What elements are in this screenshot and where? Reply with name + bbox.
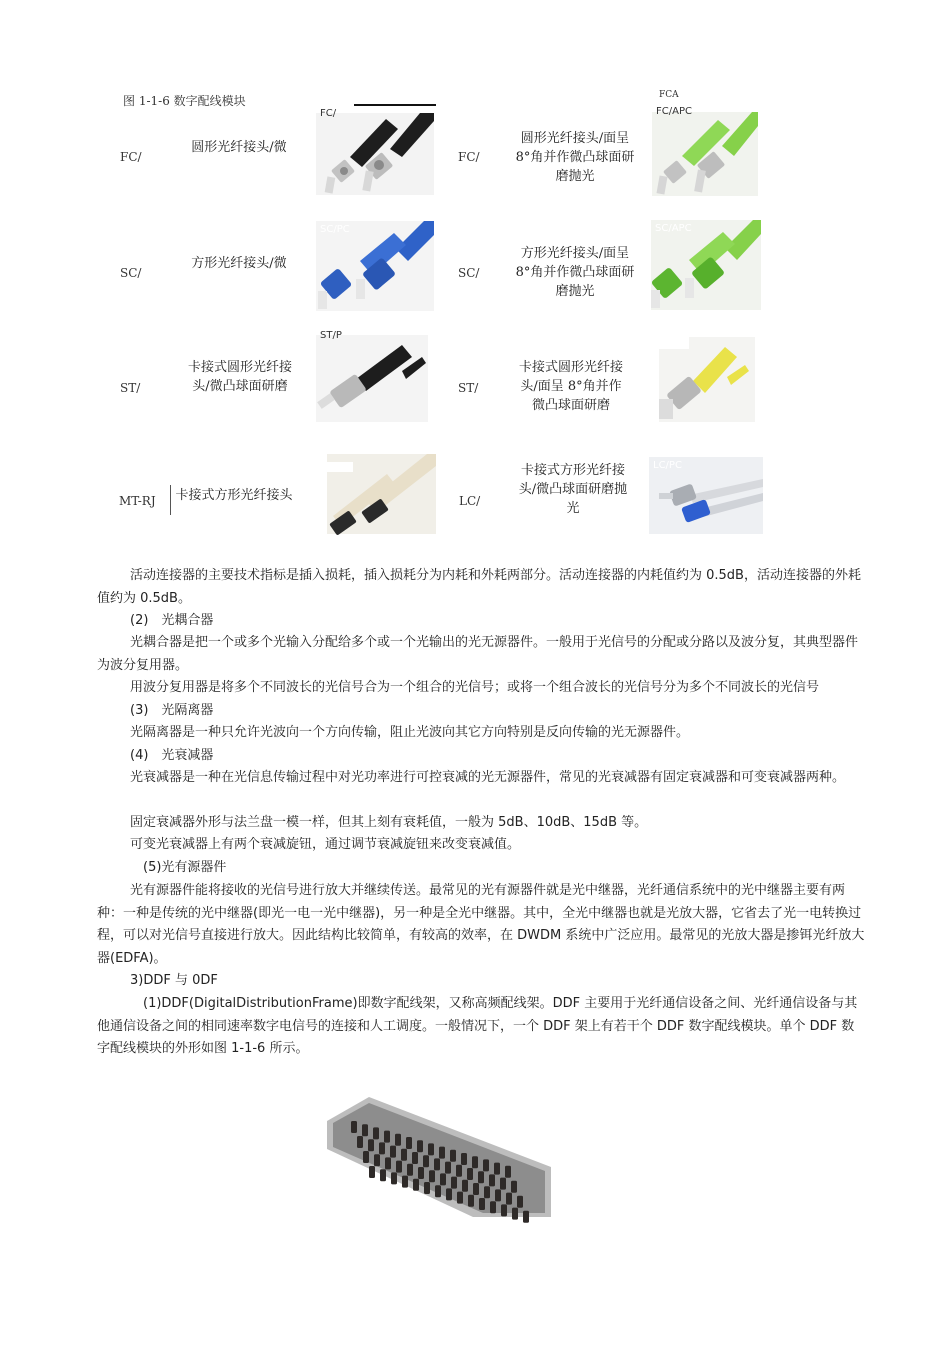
paragraph-text: 光衰减器是一种在光信息传输过程中对光功率进行可控衰减的光无源器件，常见的光衰减器有固定衰减器和可变衰减器两种。	[130, 770, 846, 785]
connector-photo-sc-apc: SC/APC	[651, 220, 761, 310]
ddf-pin	[467, 1168, 473, 1180]
ddf-pin	[417, 1140, 423, 1152]
paragraph-text: 光耦合器是把一个或多个光输入分配给多个或一个光输出的光无源器件。一般用于光信号的分配或分路以及波分复，其典型器件为波分复用器。	[97, 635, 859, 673]
paragraph-text: 光有源器件能将接收的光信号进行放大并继续传送。最常见的光有源器件就是光中继器，光纤通信系统中的光中继器主要有两种：一种是传统的光中继器(即光一电一光中继器)，另一种是全光中继器。其中，全光中继器也就是光放大器，它省去了光一电转换过程，可以对光信号直接进行放大。因此结构比较简单，有较高的效率，在 DWDM 系统中广泛应用。最常见的光放大器是掺铒光纤放大器(EDFA)。	[97, 883, 865, 966]
ddf-pin	[468, 1195, 474, 1207]
paragraph-text: (3) 光隔离器	[130, 703, 214, 718]
paragraph-text: (2) 光耦合器	[130, 613, 214, 628]
connector-desc-right: 卡接式方形光纤接头/微凸球面研磨抛光	[518, 463, 628, 516]
body-paragraph	[97, 610, 867, 633]
ddf-pin	[494, 1163, 500, 1175]
body-paragraph	[97, 970, 867, 993]
ddf-pin	[501, 1204, 507, 1216]
figure-caption-cut: 图 1-1-6 数字配线模块	[123, 94, 246, 108]
ddf-pin	[445, 1162, 451, 1174]
connector-code-left: MT-RJ	[119, 494, 156, 508]
connector-desc-right: 圆形光纤接头/面呈 8°角并作微凸球面研磨抛光	[515, 131, 635, 184]
ddf-pin	[440, 1173, 446, 1185]
connector-code-right: LC/	[459, 494, 481, 508]
ddf-pin	[385, 1157, 391, 1169]
ddf-pin	[495, 1189, 501, 1201]
ddf-module-photo	[323, 1093, 553, 1217]
paragraph-text: 用波分复用器是将多个不同波长的光信号合为一个组合的光信号；或将一个组合波长的光信号分为多个不同波长的光信号	[130, 680, 820, 695]
ddf-pin	[512, 1208, 518, 1220]
body-paragraph	[97, 857, 867, 880]
connector-desc-left: 方形光纤接头/微	[191, 256, 287, 271]
body-paragraph	[97, 880, 867, 970]
ddf-pin	[450, 1150, 456, 1162]
ddf-pin	[379, 1142, 385, 1154]
body-paragraph	[97, 993, 867, 1061]
ddf-pin	[511, 1181, 517, 1193]
paragraph-text: 活动连接器的主要技术指标是插入损耗，插入损耗分为内耗和外耗两部分。活动连接器的内耗值约为 0.5dB，活动连接器的外耗值约为 0.5dB。	[97, 568, 861, 606]
paragraph-text: 固定衰减器外形与法兰盘一模一样，但其上刻有衰耗值，一般为 5dB、10dB、15dB 等。	[130, 815, 648, 830]
paragraph-text: (4) 光衰减器	[130, 748, 214, 763]
ddf-pin	[407, 1164, 413, 1176]
ddf-pin	[401, 1149, 407, 1161]
ddf-pin	[402, 1176, 408, 1188]
paragraph-text: 光隔离器是一种只允许光波向一个方向传输，阻止光波向其它方向特别是反向传输的光无源器件。	[130, 725, 690, 740]
body-paragraph	[97, 745, 867, 768]
ddf-pin	[429, 1170, 435, 1182]
ddf-pin	[413, 1179, 419, 1191]
top-rule	[354, 104, 436, 106]
cell-divider	[170, 485, 171, 515]
connector-code-left: FC/	[120, 150, 142, 164]
ddf-pin	[369, 1166, 375, 1178]
connector-desc-right: 卡接式圆形光纤接头/面呈 8°角并作微凸球面研磨	[518, 360, 623, 413]
ddf-pin	[434, 1158, 440, 1170]
ddf-pin	[424, 1182, 430, 1194]
ddf-pin	[412, 1152, 418, 1164]
ddf-pin	[523, 1211, 529, 1223]
connector-photo-fc-pc: FC/	[316, 113, 434, 195]
body-paragraph	[97, 677, 867, 700]
ddf-pin	[374, 1154, 380, 1166]
ddf-pin	[479, 1198, 485, 1210]
body-paragraph	[97, 700, 867, 723]
body-paragraph	[97, 722, 867, 745]
ddf-pin	[439, 1147, 445, 1159]
body-paragraph	[97, 812, 867, 835]
connector-desc-left: 卡接式圆形光纤接头/微凸球面研磨	[187, 360, 292, 394]
ddf-pin	[380, 1169, 386, 1181]
paragraph-text: 3)DDF 与 0DF	[130, 973, 218, 988]
ddf-pin	[428, 1143, 434, 1155]
connector-code-right: FC/	[458, 150, 480, 164]
ddf-pin	[505, 1166, 511, 1178]
ddf-pin	[396, 1161, 402, 1173]
ddf-pin	[391, 1172, 397, 1184]
ddf-pin	[490, 1201, 496, 1213]
ddf-pin	[373, 1127, 379, 1139]
connector-photo-fc-apc: FC/APC	[652, 112, 758, 196]
ddf-pin	[478, 1171, 484, 1183]
ddf-pin	[418, 1167, 424, 1179]
connector-desc-left: 圆形光纤接头/微	[191, 140, 287, 155]
ddf-pin	[368, 1139, 374, 1151]
ddf-pin	[456, 1165, 462, 1177]
ddf-pin	[500, 1178, 506, 1190]
ddf-pin	[484, 1186, 490, 1198]
connector-code-right: SC/	[458, 266, 480, 280]
connector-photo-sc-pc: SC/PC	[316, 221, 434, 311]
connector-photo-mt-rj	[327, 454, 436, 534]
ddf-pin	[384, 1131, 390, 1143]
ddf-pin	[423, 1155, 429, 1167]
ddf-pin	[406, 1137, 412, 1149]
ddf-pin	[395, 1134, 401, 1146]
top-tag-cut: FCA	[659, 90, 679, 100]
ddf-pin	[483, 1159, 489, 1171]
body-paragraph	[97, 834, 867, 857]
paragraph-text: (1)DDF(DigitalDistributionFrame)即数字配线架，又称高频配线架。DDF 主要用于光纤通信设备之间、光纤通信设备与其他通信设备之间的相同速率数字电信号的连接和人工调度。一般情况下，一个 DDF 架上有若干个 DDF 数字配线模块。单个 DDF 数字配线模块的外形如图 1-1-6 所示。	[97, 996, 858, 1056]
ddf-pin	[390, 1146, 396, 1158]
ddf-pin	[462, 1180, 468, 1192]
paragraph-text: (5)光有源器件	[130, 860, 227, 875]
ddf-pin	[351, 1121, 357, 1133]
ddf-pin	[506, 1193, 512, 1205]
ddf-pin	[451, 1177, 457, 1189]
ddf-pin	[489, 1174, 495, 1186]
connector-code-left: SC/	[120, 266, 142, 280]
ddf-pin	[517, 1196, 523, 1208]
connector-code-left: ST/	[120, 381, 141, 395]
ddf-pin	[457, 1192, 463, 1204]
ddf-pin	[473, 1183, 479, 1195]
connector-code-right: ST/	[458, 381, 479, 395]
body-paragraph	[97, 565, 867, 610]
body-paragraph	[97, 632, 867, 677]
ddf-pin	[446, 1188, 452, 1200]
ddf-pin	[357, 1136, 363, 1148]
ddf-pin	[362, 1124, 368, 1136]
paragraph-text: 可变光衰减器上有两个衰减旋钮，通过调节衰减旋钮来改变衰减值。	[130, 837, 521, 852]
connector-desc-left: 卡接式方形光纤接头	[175, 488, 293, 503]
connector-photo-st-pc: ST/P	[316, 335, 428, 422]
connector-desc-right: 方形光纤接头/面呈 8°角并作微凸球面研磨抛光	[515, 246, 635, 299]
connector-photo-lc-pc: LC/PC	[649, 457, 763, 534]
body-paragraph	[97, 767, 867, 790]
connector-photo-st-apc	[659, 337, 755, 422]
ddf-pin	[435, 1185, 441, 1197]
ddf-pin	[363, 1151, 369, 1163]
ddf-pin	[461, 1153, 467, 1165]
ddf-pin	[472, 1156, 478, 1168]
